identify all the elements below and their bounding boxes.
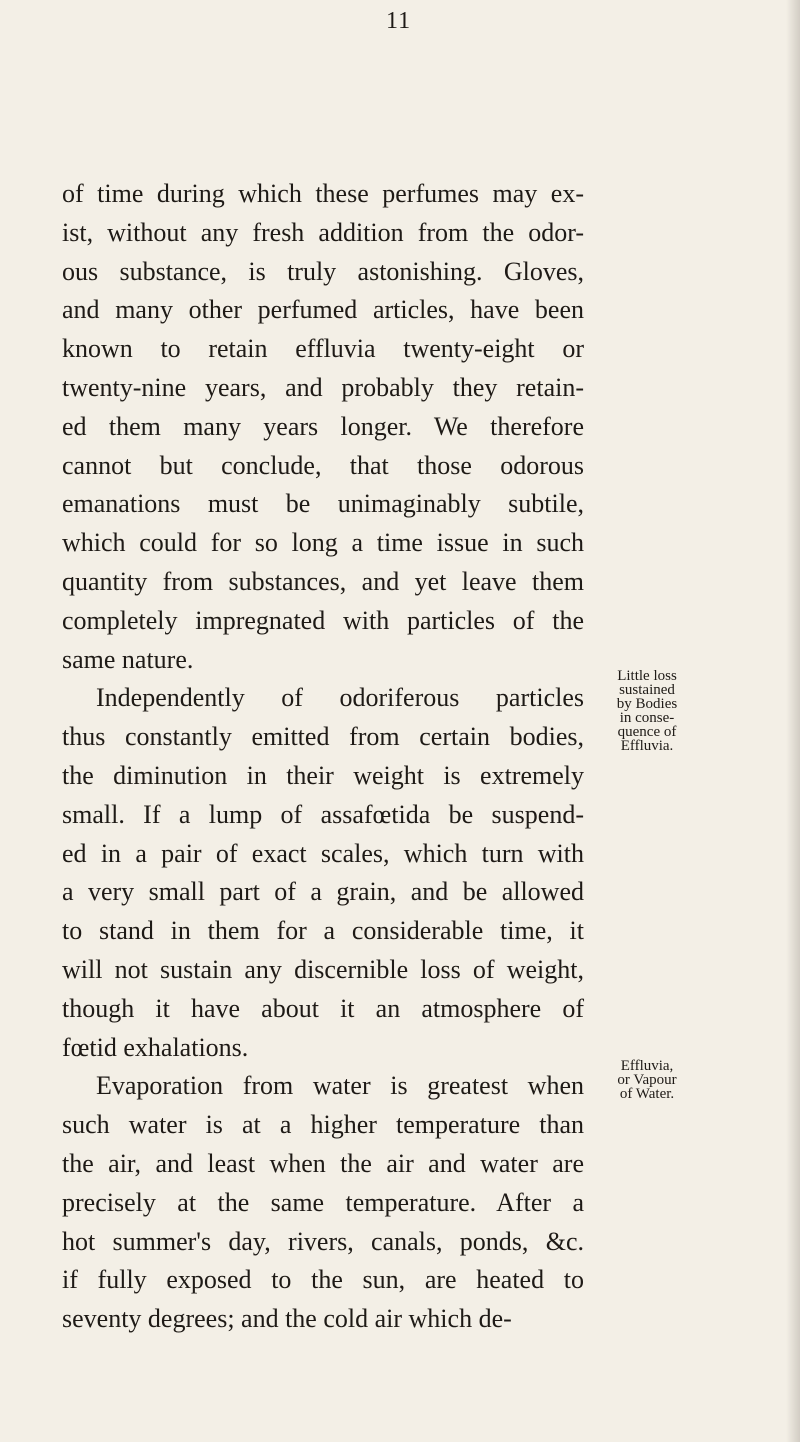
text-line: such water is at a higher temperature than bbox=[62, 1110, 584, 1140]
text-line: precisely at the same temperature. After a bbox=[62, 1187, 584, 1217]
text-line: thus constantly emitted from certain bodies, bbox=[62, 722, 584, 752]
text-line: to stand in them for a considerable time, it bbox=[62, 916, 584, 946]
text-line: known to retain effluvia twenty-eight or bbox=[62, 334, 584, 364]
text-line: will not sustain any discernible loss of weight, bbox=[62, 954, 584, 984]
margin-note-effluvia bbox=[597, 1059, 697, 1101]
margin-note-line: Effluvia. bbox=[620, 738, 674, 754]
paragraph-start-line: Evaporation from water is greatest when bbox=[96, 1071, 584, 1101]
text-line: seventy degrees; and the cold air which de- bbox=[62, 1304, 512, 1334]
page-number: 11 bbox=[386, 8, 412, 34]
text-line: which could for so long a time issue in such bbox=[62, 528, 584, 558]
text-line: ous substance, is truly astonishing. Gloves, bbox=[62, 256, 584, 286]
text-line: hot summer's day, rivers, canals, ponds, &c. bbox=[62, 1226, 584, 1256]
text-line: quantity from substances, and yet leave them bbox=[62, 566, 584, 596]
text-line: ed them many years longer. We therefore bbox=[62, 411, 584, 441]
margin-note-line: or Vapour bbox=[617, 1072, 677, 1088]
margin-note-line: Little loss bbox=[617, 668, 677, 684]
text-line: the diminution in their weight is extremely bbox=[62, 760, 584, 790]
margin-note-line: in conse- bbox=[619, 710, 675, 726]
text-line: ed in a pair of exact scales, which turn with bbox=[62, 838, 584, 868]
paragraph-start-line: Independently of odoriferous particles bbox=[96, 683, 584, 713]
margin-note-line: quence of bbox=[617, 724, 677, 740]
text-line: cannot but conclude, that those odorous bbox=[62, 450, 584, 480]
margin-note-line: by Bodies bbox=[616, 696, 678, 712]
margin-note-little-loss bbox=[597, 669, 697, 753]
margin-note-line: sustained bbox=[619, 682, 675, 698]
text-line: and many other perfumed articles, have been bbox=[62, 295, 584, 325]
text-line: ist, without any fresh addition from the odor- bbox=[62, 217, 584, 247]
margin-note-line: Effluvia, bbox=[620, 1058, 674, 1074]
text-line: of time during which these perfumes may ex- bbox=[62, 179, 584, 208]
text-line: emanations must be unimaginably subtile, bbox=[62, 489, 584, 519]
margin-note-line: of Water. bbox=[619, 1086, 675, 1102]
text-line: twenty-nine years, and probably they retain- bbox=[62, 372, 584, 402]
body-text bbox=[62, 175, 584, 1339]
text-line: fœtid exhalations. bbox=[62, 1032, 249, 1062]
text-line: though it have about it an atmosphere of bbox=[62, 993, 584, 1023]
text-line: small. If a lump of assafœtida be suspend- bbox=[62, 799, 584, 829]
text-line: same nature. bbox=[62, 644, 194, 674]
text-line: completely impregnated with particles of the bbox=[62, 605, 584, 635]
text-line: the air, and least when the air and water are bbox=[62, 1148, 584, 1178]
text-line: a very small part of a grain, and be allowed bbox=[62, 877, 584, 907]
text-line: if fully exposed to the sun, are heated to bbox=[62, 1265, 584, 1295]
page-edge-shadow bbox=[786, 0, 800, 1442]
